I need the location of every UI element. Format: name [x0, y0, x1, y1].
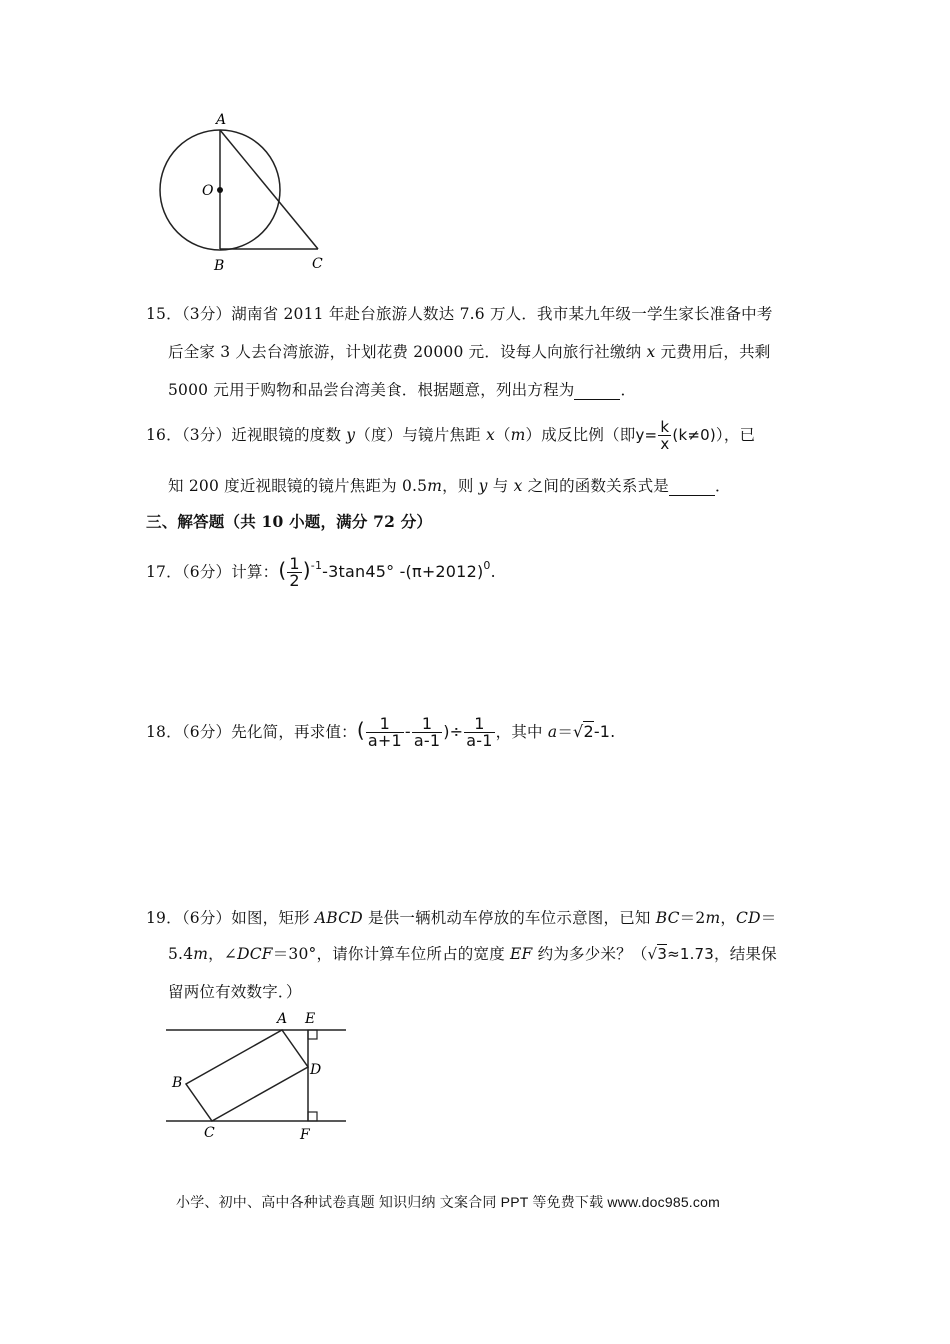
q17-fraction-num: 1 — [289, 554, 300, 573]
circle-tangent-figure — [150, 108, 340, 278]
q19-unit-m1: m — [705, 909, 721, 927]
q18-fraction-1 — [366, 716, 404, 749]
q16-number: 16． — [146, 426, 182, 444]
q19-text-1b: 是供一辆机动车停放的车位示意图，已知 — [362, 909, 656, 927]
q16-unit-m: m — [510, 426, 526, 444]
q16-var-y2: y — [478, 477, 488, 495]
q18-fraction-2-den: a-1 — [413, 731, 441, 750]
q19-text-2b: ，∠ — [208, 945, 238, 963]
center-point — [217, 187, 223, 193]
q17-exponent-1: -1 — [310, 559, 323, 572]
q18-sqrt-value: 2 — [583, 722, 594, 741]
q19-text-2f: ，结果保 — [714, 945, 777, 963]
q19-number: 19． — [146, 909, 182, 927]
label-b: B — [214, 258, 225, 274]
q18-line — [146, 710, 615, 752]
q16-unit-m2: m — [427, 477, 443, 495]
q17-period: . — [490, 563, 496, 581]
q16-text-2b: ，则 — [442, 477, 479, 495]
label-f: F — [300, 1127, 310, 1143]
q18-fraction-1-den: a+1 — [367, 731, 402, 750]
label-c: C — [312, 256, 323, 272]
q18-number: 18． — [146, 723, 182, 741]
q19-line-1 — [146, 906, 776, 928]
q16-var-y: y — [346, 426, 356, 444]
q19-text-2a: 5.4 — [168, 945, 194, 963]
q17-fraction-den: 2 — [289, 571, 300, 590]
q18-tail-c: -1. — [593, 722, 616, 741]
q17-expression — [278, 554, 491, 590]
q18-fraction-2 — [412, 716, 442, 749]
q16-var-x: x — [485, 426, 495, 444]
q19-line-3 — [168, 980, 302, 1002]
q19-score: （6分） — [181, 909, 232, 927]
q15-text-2b: 元费用后，共剩 — [655, 343, 771, 361]
q18-tail-a: ，其中 — [495, 723, 548, 741]
q19-text-1c: ＝2 — [679, 909, 706, 927]
right-angle-marker-e — [308, 1030, 317, 1039]
q15-text-3a: 5000 元用于购物和品尝台湾美食．根据题意，列出方程为 — [168, 381, 575, 399]
q17-score: （6分） — [181, 563, 232, 581]
q19-text-1d: ， — [720, 909, 737, 927]
q17-expression-mid: -3tan45° -(π+2012) — [322, 562, 484, 581]
q17-paren-open: ( — [278, 558, 287, 582]
q19-line-2 — [168, 942, 777, 964]
q17-label: 计算： — [231, 563, 279, 581]
rectangle-abcd — [186, 1030, 308, 1121]
segment-ac — [220, 130, 318, 249]
label-o: O — [202, 183, 214, 199]
q19-text-2d: 约为多少米？（ — [532, 945, 648, 963]
q19-cd: CD — [736, 909, 761, 927]
q17-paren-close: ) — [302, 558, 311, 582]
q15-line-3 — [168, 378, 636, 400]
label-a: A — [216, 112, 227, 128]
q16-formula-cond: (k≠0) — [672, 426, 716, 444]
label-d: D — [310, 1062, 322, 1078]
q19-text-1e: ＝ — [760, 909, 777, 927]
q16-text-1e: ），已 — [715, 426, 756, 444]
q16-line-1 — [146, 418, 755, 452]
q17-line — [146, 548, 496, 590]
q15-line-1 — [146, 302, 773, 324]
q16-line-2 — [168, 474, 731, 496]
right-angle-marker-f — [308, 1112, 317, 1121]
q16-fraction-num: k — [658, 419, 671, 436]
q19-unit-m2: m — [193, 945, 209, 963]
q19-text-1a: 如图，矩形 — [231, 909, 315, 927]
q18-var-a: a — [547, 723, 558, 741]
q16-text-1a: 近视眼镜的度数 — [231, 426, 347, 444]
q19-bc: BC — [655, 909, 680, 927]
q16-fraction-den: x — [660, 435, 670, 453]
q16-var-x2: x — [513, 477, 523, 495]
q16-answer-blank[interactable] — [669, 477, 715, 496]
q15-text-2a: 后全家 3 人去台湾旅游，计划花费 20000 元．设每人向旅行社缴纳 — [168, 343, 647, 361]
q18-fraction-1-num: 1 — [366, 716, 404, 733]
q18-minus: - — [404, 722, 411, 741]
q19-dcf: DCF — [237, 945, 273, 963]
q19-text-3: 留两位有效数字．） — [168, 983, 302, 1001]
q15-answer-blank[interactable] — [574, 381, 620, 400]
q15-text-3b: ． — [620, 381, 637, 399]
q16-score: （3分） — [181, 426, 232, 444]
q18-paren-open: ( — [356, 718, 365, 742]
q16-text-2d: 之间的函数关系式是 — [522, 477, 669, 495]
q19-ef: EF — [510, 945, 533, 963]
q15-text-1: 湖南省 2011 年赴台旅游人数达 7.6 万人．我市某九年级一学生家长准备中考 — [231, 305, 773, 323]
q15-score: （3分） — [181, 305, 232, 323]
q19-text-2c: ＝30°，请你计算车位所占的宽度 — [272, 945, 511, 963]
q18-paren-close-divide: )÷ — [443, 722, 464, 741]
q15-line-2 — [168, 340, 771, 362]
q16-text-2c: 与 — [487, 477, 514, 495]
q18-fraction-3 — [464, 716, 494, 749]
q16-text-1c: （ — [494, 426, 511, 444]
q19-abcd: ABCD — [314, 909, 363, 927]
q19-sqrt: √3 — [647, 945, 668, 963]
q18-fraction-3-den: a-1 — [466, 731, 493, 750]
q16-text-2e: ． — [714, 477, 731, 495]
q16-text-1b: （度）与镜片焦距 — [355, 426, 486, 444]
label-c: C — [204, 1125, 215, 1141]
q17-fraction — [287, 556, 301, 589]
page-footer: 小学、初中、高中各种试卷真题 知识归纳 文案合同 PPT 等免费下载 www.doc985.com — [176, 1194, 720, 1210]
q16-formula — [635, 418, 716, 453]
label-a: A — [277, 1011, 288, 1027]
q19-approx: ≈1.73 — [667, 945, 715, 963]
q17-number: 17． — [146, 563, 182, 581]
q15-number: 15． — [146, 305, 182, 323]
q18-fraction-3-num: 1 — [464, 716, 494, 733]
q16-text-1d: ）成反比例（即 — [525, 426, 636, 444]
q19-sqrt-value: 3 — [657, 945, 668, 963]
q16-formula-lhs: y= — [635, 426, 658, 444]
label-e: E — [305, 1011, 316, 1027]
section-heading: 三、解答题（共 10 小题，满分 72 分） — [146, 512, 433, 531]
q18-fraction-2-num: 1 — [412, 716, 442, 733]
q16-text-2a: 知 200 度近视眼镜的镜片焦距为 0.5 — [168, 477, 428, 495]
q18-score: （6分） — [181, 723, 232, 741]
q15-var-x: x — [646, 343, 656, 361]
label-b: B — [172, 1075, 183, 1091]
parking-space-figure — [160, 1005, 360, 1145]
q17-exponent-2: 0 — [483, 559, 491, 572]
q18-sqrt: √2 — [573, 722, 594, 741]
q18-tail-b: ＝ — [557, 723, 574, 741]
q18-expression — [356, 714, 496, 750]
q16-fraction — [658, 419, 671, 452]
q18-label: 先化简，再求值： — [231, 723, 357, 741]
